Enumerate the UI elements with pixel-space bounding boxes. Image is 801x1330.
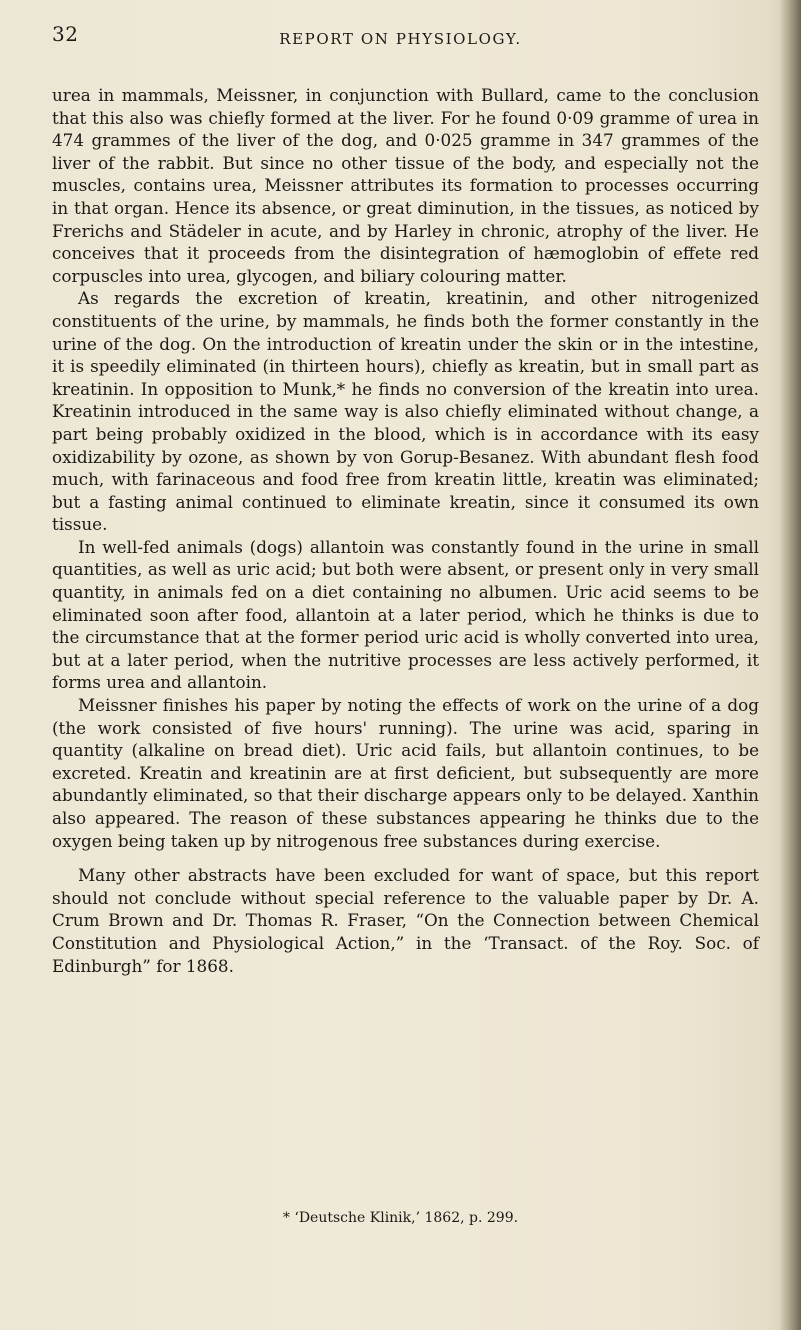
running-head: REPORT ON PHYSIOLOGY. [279, 30, 522, 48]
body-text [52, 84, 759, 977]
page-number: 32 [52, 22, 79, 46]
paragraph-allantoin: In well-fed animals (dogs) allantoin was constantly found in the urine in small quantities, as well as uric acid; but both were absent, or present only in very small quantity, in animals fed on a diet containing no albumen. Uric acid seems to be eliminated soon after food, allantoin at a later period, which he thinks is due to the circumstance that at the former period uric acid is wholly converted into urea, but at a later period, when the nutritive processes are less actively performed, it forms urea and allantoin. [52, 536, 759, 693]
binding-shadow [779, 0, 801, 1330]
paragraph-work-effects: Meissner finishes his paper by noting the effects of work on the urine of a dog (the work consisted of five hours' running). The urine was acid, sparing in quantity (alkaline on bread diet). Uric acid fails, but allantoin continues, to be excreted. Kreatin and kreatinin are at first deficient, but subsequently are more abundantly eliminated, so that their discharge appears only to be delayed. Xanthin also appeared. The reason of these substances appearing he thinks due to the oxygen being taken up by nitrogenous free substances during exercise. [52, 695, 759, 851]
paragraph-kreatin: As regards the excretion of kreatin, kreatinin, and other nitrogenized constituents of the urine, by mammals, he finds both the former constantly in the urine of the dog. On the introduction of kreatin under the skin or in the intestine, it is speedily eliminated (in thirteen hours), chiefly as kreatin, but in small part as kreatinin. In opposition to Munk,* he finds no conversion of the kreatin into urea. Kreatinin introduced in the same way is also chiefly eliminated without change, a part being probably oxidized in the blood, which is in accordance with its easy oxidizability by ozone, as shown by von Gorup-Besanez. With abundant flesh food much, with farinaceous and food free from kreatin little, kreatin was eliminated; but a fasting animal continued to eliminate kreatin, since it consumed its own tissue. [52, 288, 759, 535]
footnote: * ‘Deutsche Klinik,’ 1862, p. 299. [282, 1210, 519, 1226]
paragraph-urea-liver: urea in mammals, Meissner, in conjunction with Bullard, came to the conclusion that this also was chiefly formed at the liver. For he found 0·09 gramme of urea in 474 grammes of the liver of the dog, and 0·025 gramme in 347 grammes of the liver of the rabbit. But since no other tissue of the body, and especially not the muscles, contains urea, Meissner attributes its formation to processes occurring in that organ. Hence its absence, or great diminution, in the tissues, as noticed by Frerichs and Städeler in acute, and by Harley in chronic, atrophy of the liver. He conceives that it proceeds from the disintegration of hæmoglobin of effete red corpuscles into urea, glycogen, and biliary colouring matter. [52, 85, 759, 286]
paragraph-closing-note: Many other abstracts have been excluded for want of space, but this report should not conclude without special reference to the valuable paper by Dr. A. Crum Brown and Dr. Thomas R. Fraser, “On the Connection between Chemical Constitution and Physiological Action,” in the ‘Transact. of the Roy. Soc. of Edinburgh” for 1868. [52, 865, 759, 976]
